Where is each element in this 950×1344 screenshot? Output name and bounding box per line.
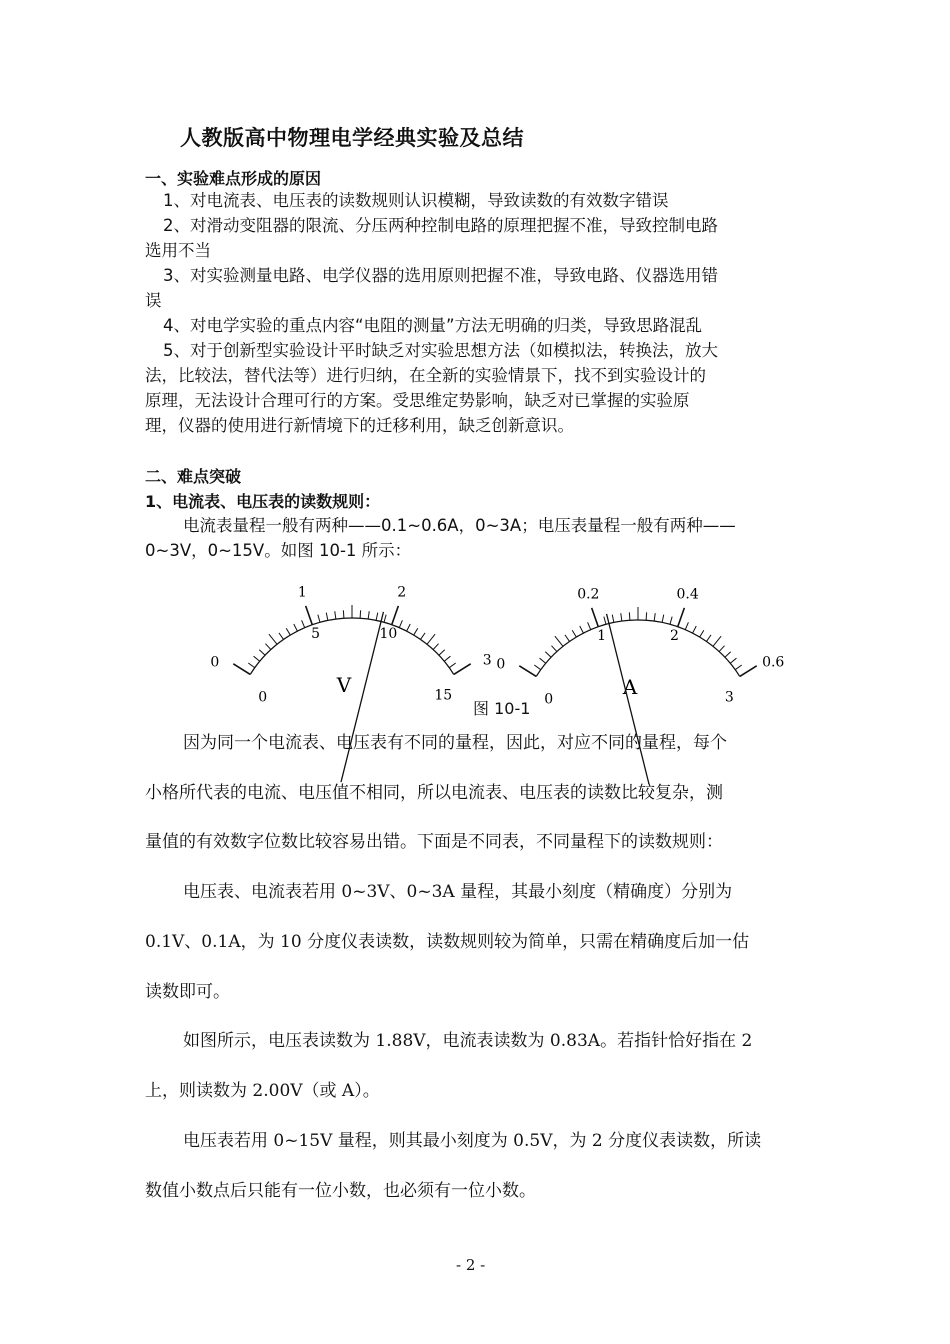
dial-tick <box>392 606 399 625</box>
dial-tick <box>740 666 757 677</box>
dial-tick <box>612 615 614 623</box>
dial-outer-label: 0 <box>210 654 220 671</box>
page-title: 人教版高中物理电学经典实验及总结 <box>180 126 524 150</box>
subsection-heading: 1、电流表、电压表的读数规则： <box>145 492 381 511</box>
dial-tick <box>693 626 697 633</box>
paragraph-line: 2、对滑动变阻器的限流、分压两种控制电路的原理把握不准，导致控制电路 <box>163 216 718 235</box>
dial-tick <box>420 633 425 640</box>
dial-tick <box>449 663 455 668</box>
dial-tick <box>588 622 591 629</box>
dial-tick <box>662 615 664 623</box>
dial-tick <box>265 644 270 650</box>
meter-figure <box>0 568 950 708</box>
dial-arc <box>536 620 740 676</box>
dial-tick <box>233 664 250 675</box>
dial-tick <box>259 650 265 656</box>
dial-tick <box>592 608 599 627</box>
body-line: 小格所代表的电流、电压值不相同，所以电流表、电压表的读数比较复杂，测 <box>145 783 723 803</box>
dial-tick <box>604 617 606 625</box>
dial-tick <box>719 646 724 652</box>
dial-tick <box>670 617 672 625</box>
dial-inner-label: 10 <box>379 626 398 643</box>
figure-caption: 图 10-1 <box>473 699 531 718</box>
meter-needle <box>607 614 649 784</box>
dial-tick <box>454 664 471 675</box>
paragraph-line: 电流表量程一般有两种——0.1~0.6A，0~3A；电压表量程一般有两种—— <box>183 516 736 535</box>
dial-inner-label: 1 <box>597 628 607 645</box>
dial-tick <box>439 650 445 656</box>
dial-tick <box>335 611 336 619</box>
dial-tick <box>654 613 655 621</box>
meter-needle <box>341 612 383 782</box>
dial-tick <box>551 646 556 652</box>
body-line: 电压表、电流表若用 0~3V、0~3A 量程，其最小刻度（精确度）分别为 <box>183 882 733 902</box>
body-line: 读数即可。 <box>145 982 230 1002</box>
dial-tick <box>368 611 369 619</box>
dial-tick <box>318 615 320 623</box>
dial-tick <box>735 665 741 670</box>
dial-tick <box>399 620 402 627</box>
dial-tick <box>678 608 685 627</box>
dial-tick <box>519 666 536 677</box>
dial-tick <box>725 652 731 658</box>
dial-tick <box>444 656 450 661</box>
dial-tick <box>646 612 647 620</box>
dial-tick <box>540 658 546 663</box>
dial-tick <box>302 620 305 627</box>
meter-symbol: V <box>336 673 352 697</box>
page-number: - 2 - <box>456 1256 486 1274</box>
dial-outer-label: 0.4 <box>676 586 699 603</box>
dial-tick <box>555 636 563 646</box>
ammeter-dial <box>496 586 784 784</box>
dial-inner-label: 3 <box>724 689 734 706</box>
dial-tick <box>360 610 361 618</box>
body-line: 0.1V、0.1A，为 10 分度仪表读数，读数规则较为简单，只需在精确度后加一估 <box>145 932 750 952</box>
paragraph-line: 5、对于创新型实验设计平时缺乏对实验思想方法（如模拟法，转换法，放大 <box>163 341 718 360</box>
body-line: 如图所示，电压表读数为 1.88V，电流表读数为 0.83A。若指针恰好指在 2 <box>183 1031 753 1051</box>
dial-tick <box>427 634 435 644</box>
dial-inner-label: 0 <box>258 689 268 706</box>
body-line: 数值小数点后只能有一位小数，也必须有一位小数。 <box>145 1181 536 1201</box>
dial-tick <box>565 635 570 642</box>
section-heading-2: 二、难点突破 <box>145 467 242 486</box>
dial-outer-label: 1 <box>297 584 307 601</box>
dial-tick <box>248 663 254 668</box>
paragraph-line: 误 <box>145 291 162 310</box>
paragraph-line: 4、对电学实验的重点内容“电阻的测量”方法无明确的归类，导致思路混乱 <box>163 316 703 335</box>
dial-tick <box>545 652 551 658</box>
dial-outer-label: 0.6 <box>762 654 785 671</box>
dial-inner-label: 5 <box>311 626 321 643</box>
dial-tick <box>279 633 284 640</box>
dial-tick <box>414 628 418 635</box>
paragraph-line: 1、对电流表、电压表的读数规则认识模糊，导致读数的有效数字错误 <box>163 191 669 210</box>
dial-inner-label: 15 <box>434 687 453 704</box>
paragraph-line: 选用不当 <box>145 241 211 260</box>
dial-tick <box>306 606 313 625</box>
dial-tick <box>433 644 438 650</box>
dial-tick <box>700 630 704 637</box>
meter-symbol: A <box>622 675 638 699</box>
section-heading-1: 一、实验难点形成的原因 <box>145 169 322 188</box>
dial-tick <box>384 615 386 623</box>
dial-tick <box>629 612 630 620</box>
dial-inner-label: 2 <box>669 628 679 645</box>
dial-tick <box>713 636 721 646</box>
dial-tick <box>254 656 260 661</box>
dial-arc <box>250 618 454 674</box>
paragraph-line: 法，比较法，替代法等）进行归纳，在全新的实验情景下，找不到实验设计的 <box>145 366 706 385</box>
dial-tick <box>343 610 344 618</box>
dial-tick <box>294 624 298 631</box>
dial-outer-label: 0.2 <box>577 586 600 603</box>
dial-tick <box>286 628 290 635</box>
dial-tick <box>730 658 736 663</box>
dial-outer-label: 2 <box>397 584 407 601</box>
dial-tick <box>572 630 576 637</box>
dial-tick <box>621 613 622 621</box>
body-line: 上，则读数为 2.00V（或 A）。 <box>145 1081 380 1101</box>
dial-tick <box>580 626 584 633</box>
paragraph-line: 原理，无法设计合理可行的方案。受思维定势影响，缺乏对已掌握的实验原 <box>145 391 690 410</box>
dial-tick <box>706 635 711 642</box>
dial-tick <box>685 622 688 629</box>
dial-tick <box>534 665 540 670</box>
dial-outer-label: 3 <box>482 652 492 669</box>
body-line: 量值的有效数字位数比较容易出错。下面是不同表，不同量程下的读数规则： <box>145 832 723 852</box>
body-line: 电压表若用 0~15V 量程，则其最小刻度为 0.5V，为 2 分度仪表读数，所读 <box>183 1131 762 1151</box>
paragraph-line: 理，仪器的使用进行新情境下的迁移利用，缺乏创新意识。 <box>145 416 574 435</box>
paragraph-line: 0~3V，0~15V。如图 10-1 所示： <box>145 541 412 560</box>
dial-inner-label: 0 <box>544 691 554 708</box>
body-line: 因为同一个电流表、电压表有不同的量程，因此，对应不同的量程，每个 <box>183 733 727 753</box>
dial-outer-label: 0 <box>496 656 506 673</box>
dial-tick <box>326 613 328 621</box>
dial-tick <box>269 634 277 644</box>
dial-tick <box>407 624 411 631</box>
paragraph-line: 3、对实验测量电路、电学仪器的选用原则把握不准，导致电路、仪器选用错 <box>163 266 718 285</box>
dial-tick <box>376 613 378 621</box>
